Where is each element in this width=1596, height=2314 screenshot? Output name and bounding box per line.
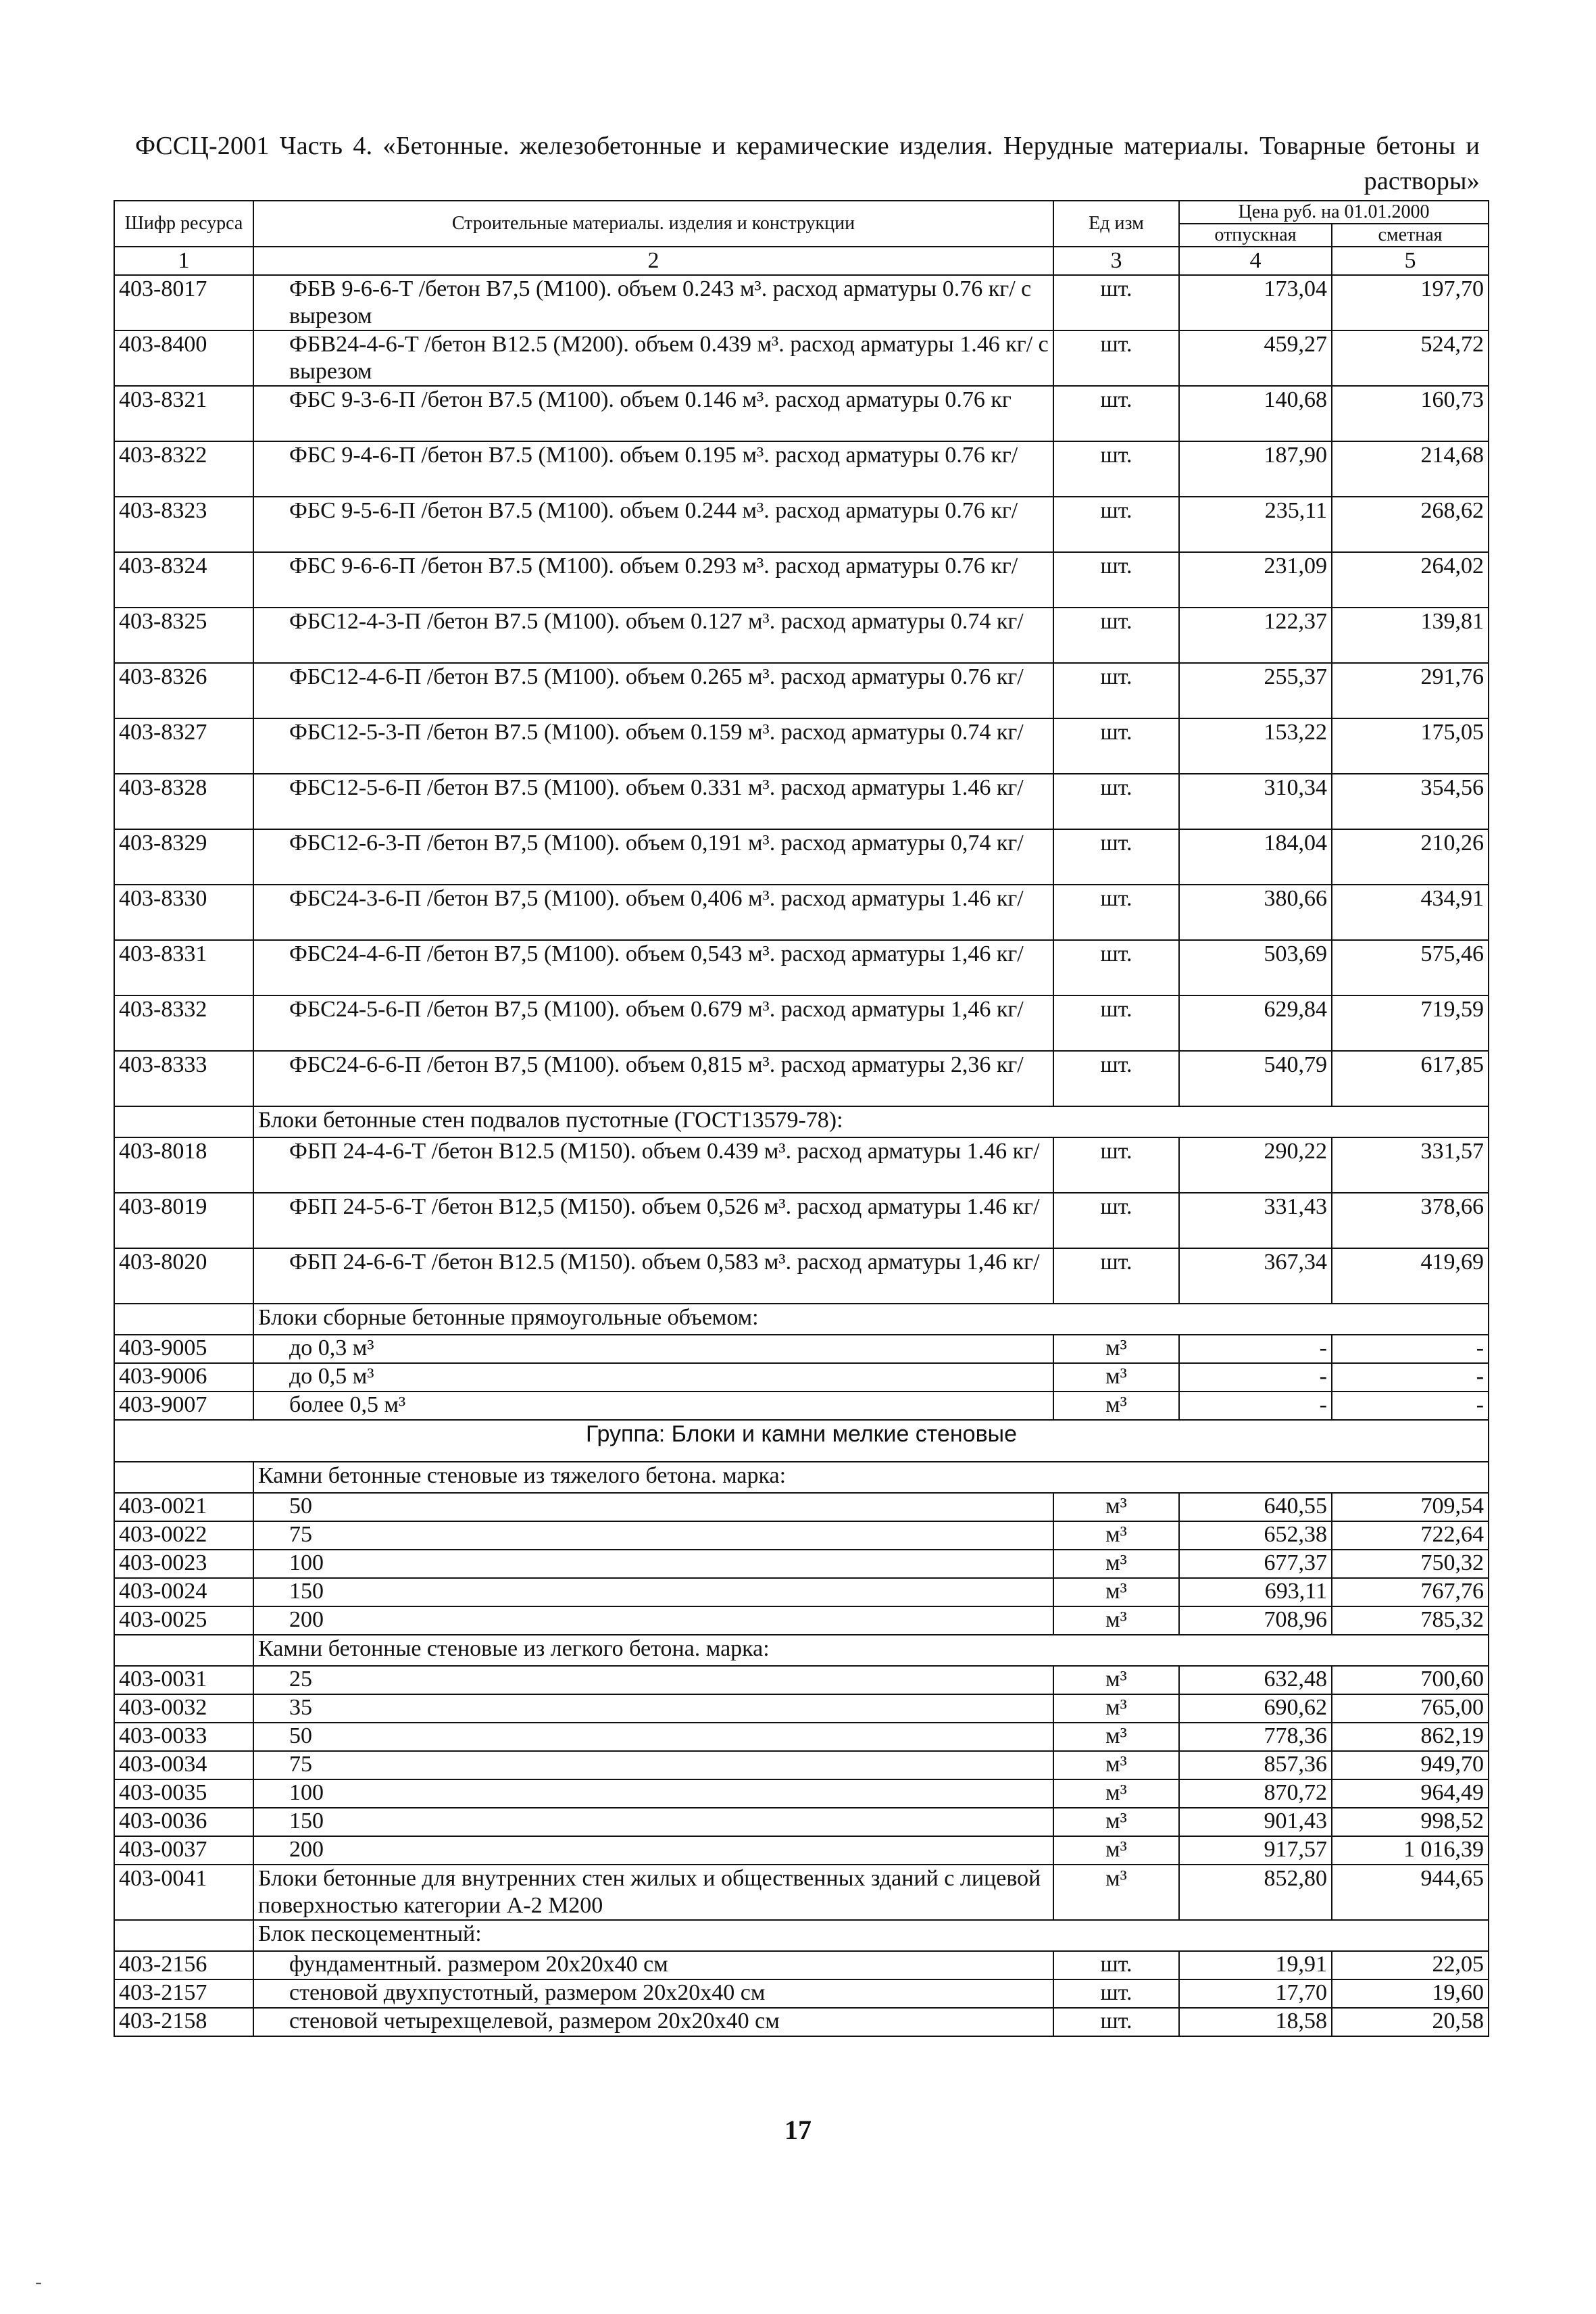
resource-name-text: 200 [289,1837,324,1862]
table-header [114,201,1489,247]
resource-name-text: ФБС24-5-6-П /бетон В7,5 (М100). объем 0.679 м³. расход арматуры 1,46 кг/ [289,997,1024,1022]
resource-name-text: ФБС24-4-6-П /бетон В7,5 (М100). объем 0,543 м³. расход арматуры 1,46 кг/ [289,941,1024,966]
resource-name: Блоки бетонные для внутренних стен жилых и общественных зданий с лицевой поверхностью категории А-2 М200 [253,1865,1053,1920]
resource-name [253,386,1053,441]
estimate-price: 575,46 [1332,940,1489,995]
estimate-price: 1 016,39 [1332,1836,1489,1865]
resource-name-text: до 0,3 м³ [289,1335,374,1360]
resource-name-text: более 0,5 м³ [289,1392,406,1417]
resource-name-text: 200 [289,1607,324,1632]
table-row [114,1578,1489,1606]
estimate-price: 214,68 [1332,441,1489,497]
resource-unit: м³ [1053,1606,1179,1635]
resource-code: 403-8321 [114,386,253,441]
release-price: 231,09 [1179,552,1332,608]
resource-unit: м³ [1053,1666,1179,1694]
resource-name [253,441,1053,497]
resource-name [253,1392,1053,1420]
table-row [114,441,1489,497]
resource-name-text: ФБС24-3-6-П /бетон В7,5 (М100). объем 0,406 м³. расход арматуры 1.46 кг/ [289,886,1024,911]
resource-name-text: ФБС12-5-6-П /бетон В7.5 (М100). объем 0.331 м³. расход арматуры 1.46 кг/ [289,775,1024,800]
estimate-price: 949,70 [1332,1751,1489,1779]
resource-unit: м³ [1053,1779,1179,1808]
section-row [114,1106,1489,1137]
resource-name [253,1521,1053,1550]
section-heading: Блоки сборные бетонные прямоугольные объемом: [253,1304,1489,1335]
resource-unit: шт. [1053,441,1179,497]
release-price: 290,22 [1179,1137,1332,1193]
resource-name [253,1493,1053,1521]
resource-name [253,1248,1053,1304]
resource-code: 403-0037 [114,1836,253,1865]
resource-name-text: ФБС 9-3-6-П /бетон В7.5 (М100). объем 0.146 м³. расход арматуры 0.76 кг [289,387,1012,412]
resource-name [253,1779,1053,1808]
release-price: 901,43 [1179,1808,1332,1836]
resource-name-text: ФБС12-5-3-П /бетон В7.5 (М100). объем 0.159 м³. расход арматуры 0.74 кг/ [289,720,1024,745]
resource-unit: шт. [1053,940,1179,995]
column-number: 5 [1332,247,1489,275]
resource-name [253,2008,1053,2036]
resource-name [253,1193,1053,1248]
table-row [114,1550,1489,1578]
table-row [114,1335,1489,1363]
estimate-price: 20,58 [1332,2008,1489,2036]
section-heading: Камни бетонные стеновые из легкого бетона. марка: [253,1635,1489,1666]
resource-name [253,1051,1053,1106]
release-price: 380,66 [1179,885,1332,940]
resource-code: 403-2158 [114,2008,253,2036]
resource-code: 403-8324 [114,552,253,608]
release-price: 122,37 [1179,608,1332,663]
resource-unit: м³ [1053,1550,1179,1578]
resource-name [253,1751,1053,1779]
estimate-price: 268,62 [1332,497,1489,552]
resource-name [253,330,1053,386]
table-row [114,1979,1489,2008]
section-heading: Камни бетонные стеновые из тяжелого бетона. марка: [253,1462,1489,1493]
resource-code: 403-8327 [114,718,253,774]
estimate-price: 785,32 [1332,1606,1489,1635]
resource-name [253,1694,1053,1723]
estimate-price: 719,59 [1332,995,1489,1051]
release-price: 917,57 [1179,1836,1332,1865]
resource-code: 403-8326 [114,663,253,718]
resource-unit: шт. [1053,1051,1179,1106]
release-price: 852,80 [1179,1865,1332,1920]
table-row [114,1137,1489,1193]
resource-table [114,200,1489,2037]
release-price: 857,36 [1179,1751,1332,1779]
resource-name [253,1137,1053,1193]
resource-name-text: ФБС24-6-6-П /бетон В7,5 (М100). объем 0,815 м³. расход арматуры 2,36 кг/ [289,1052,1024,1077]
resource-name-text: 25 [289,1667,312,1692]
resource-code: 403-2156 [114,1951,253,1979]
resource-name [253,1951,1053,1979]
section-heading: Блок пескоцементный: [253,1920,1489,1951]
resource-unit: м³ [1053,1578,1179,1606]
estimate-price: 944,65 [1332,1865,1489,1920]
resource-code: 403-8332 [114,995,253,1051]
group-row [114,1420,1489,1462]
release-price: 19,91 [1179,1951,1332,1979]
table-row [114,885,1489,940]
resource-name-text: ФБВ24-4-6-Т /бетон В12.5 (М200). объем 0.439 м³. расход арматуры 1.46 кг/ с вырезом [289,332,1049,384]
resource-name-text: ФБС12-4-3-П /бетон В7.5 (М100). объем 0.127 м³. расход арматуры 0.74 кг/ [289,609,1024,634]
resource-code: 403-0021 [114,1493,253,1521]
column-number: 4 [1179,247,1332,275]
resource-unit: шт. [1053,1248,1179,1304]
table-row [114,386,1489,441]
release-price: 677,37 [1179,1550,1332,1578]
estimate-price: 750,32 [1332,1550,1489,1578]
resource-code: 403-8017 [114,275,253,330]
resource-name [253,1550,1053,1578]
resource-unit: шт. [1053,774,1179,829]
resource-code: 403-2157 [114,1979,253,2008]
resource-code: 403-0024 [114,1578,253,1606]
resource-name-text: ФБС 9-6-6-П /бетон В7.5 (М100). объем 0.293 м³. расход арматуры 0.76 кг/ [289,553,1018,578]
table-row [114,829,1489,885]
table-row [114,1606,1489,1635]
table-row [114,1836,1489,1865]
resource-code: 403-0041 [114,1865,253,1920]
table-row [114,1694,1489,1723]
resource-name-text: ФБС12-4-6-П /бетон В7.5 (М100). объем 0.265 м³. расход арматуры 0.76 кг/ [289,664,1024,689]
estimate-price: - [1332,1392,1489,1420]
table-row [114,552,1489,608]
col-code-header: Шифр ресурса [114,201,253,247]
resource-unit: шт. [1053,718,1179,774]
section-spacer [114,1635,253,1666]
table-row [114,1865,1489,1920]
release-price: 693,11 [1179,1578,1332,1606]
resource-name [253,275,1053,330]
table-row [114,1723,1489,1751]
resource-name [253,995,1053,1051]
resource-name-text: 75 [289,1522,312,1547]
table-row [114,940,1489,995]
estimate-price: 524,72 [1332,330,1489,386]
release-price: 870,72 [1179,1779,1332,1808]
resource-unit: шт. [1053,497,1179,552]
estimate-price: 139,81 [1332,608,1489,663]
section-row [114,1462,1489,1493]
section-spacer [114,1304,253,1335]
resource-name-text: 150 [289,1808,324,1833]
release-price: 708,96 [1179,1606,1332,1635]
resource-code: 403-8322 [114,441,253,497]
release-price: 140,68 [1179,386,1332,441]
resource-name-text: 50 [289,1723,312,1748]
column-number: 3 [1053,247,1179,275]
release-price: 503,69 [1179,940,1332,995]
resource-unit: шт. [1053,386,1179,441]
resource-name [253,718,1053,774]
release-price: 18,58 [1179,2008,1332,2036]
release-price: 187,90 [1179,441,1332,497]
resource-unit: шт. [1053,608,1179,663]
resource-unit: шт. [1053,1951,1179,1979]
resource-name [253,940,1053,995]
resource-unit: шт. [1053,2008,1179,2036]
resource-name [253,497,1053,552]
release-price: 690,62 [1179,1694,1332,1723]
resource-name-text: ФБС12-6-3-П /бетон В7,5 (М100). объем 0,191 м³. расход арматуры 0,74 кг/ [289,831,1024,856]
resource-name-text: стеновой двухпустотный, размером 20х20х40 см [289,1980,766,2005]
release-price: 310,34 [1179,774,1332,829]
column-number-row [114,247,1489,275]
resource-code: 403-8325 [114,608,253,663]
resource-code: 403-0034 [114,1751,253,1779]
release-price: - [1179,1335,1332,1363]
resource-name [253,1723,1053,1751]
table-row [114,1951,1489,1979]
estimate-price: 291,76 [1332,663,1489,718]
estimate-price: - [1332,1363,1489,1392]
resource-unit: шт. [1053,275,1179,330]
resource-unit: шт. [1053,885,1179,940]
resource-name-text: 75 [289,1752,312,1777]
resource-name [253,552,1053,608]
resource-name-text: 100 [289,1780,324,1805]
estimate-price: 354,56 [1332,774,1489,829]
table-row [114,608,1489,663]
resource-unit: шт. [1053,995,1179,1051]
estimate-price: 722,64 [1332,1521,1489,1550]
resource-name [253,1578,1053,1606]
table-row [114,1779,1489,1808]
release-price: 235,11 [1179,497,1332,552]
resource-name-text: ФБП 24-4-6-Т /бетон В12.5 (М150). объем 0.439 м³. расход арматуры 1.46 кг/ [289,1139,1040,1164]
resource-code: 403-8019 [114,1193,253,1248]
resource-name-text: 35 [289,1695,312,1720]
table-row [114,497,1489,552]
resource-name-text: до 0,5 м³ [289,1364,374,1389]
col-release-header: отпускная [1179,224,1332,247]
resource-name-text: ФБС 9-4-6-П /бетон В7.5 (М100). объем 0.195 м³. расход арматуры 0.76 кг/ [289,443,1018,468]
resource-code: 403-0033 [114,1723,253,1751]
estimate-price: 160,73 [1332,386,1489,441]
release-price: 153,22 [1179,718,1332,774]
table-row [114,995,1489,1051]
release-price: 459,27 [1179,330,1332,386]
estimate-price: 765,00 [1332,1694,1489,1723]
section-row [114,1920,1489,1951]
estimate-price: 964,49 [1332,1779,1489,1808]
estimate-price: 998,52 [1332,1808,1489,1836]
resource-unit: м³ [1053,1392,1179,1420]
release-price: 173,04 [1179,275,1332,330]
resource-code: 403-8330 [114,885,253,940]
column-number: 2 [253,247,1053,275]
release-price: 652,38 [1179,1521,1332,1550]
release-price: 184,04 [1179,829,1332,885]
resource-name-text: 100 [289,1550,324,1575]
resource-unit: шт. [1053,552,1179,608]
resource-code: 403-8400 [114,330,253,386]
scan-speck: - [35,2271,42,2293]
estimate-price: 22,05 [1332,1951,1489,1979]
estimate-price: 700,60 [1332,1666,1489,1694]
section-heading: Блоки бетонные стен подвалов пустотные (ГОСТ13579-78): [253,1106,1489,1137]
resource-name-text: стеновой четырехщелевой, размером 20х20х40 см [289,2009,780,2034]
column-number: 1 [114,247,253,275]
resource-code: 403-0025 [114,1606,253,1635]
resource-name [253,1335,1053,1363]
table-row [114,1751,1489,1779]
estimate-price: 331,57 [1332,1137,1489,1193]
table-row [114,330,1489,386]
resource-name [253,774,1053,829]
resource-unit: шт. [1053,1193,1179,1248]
table-row [114,663,1489,718]
resource-code: 403-9005 [114,1335,253,1363]
resource-name-text: фундаментный. размером 20х20х40 см [289,1952,668,1977]
resource-unit: м³ [1053,1723,1179,1751]
estimate-price: 378,66 [1332,1193,1489,1248]
table-body [114,247,1489,2036]
col-estimate-header: сметная [1332,224,1489,247]
resource-name [253,1363,1053,1392]
resource-name-text: 150 [289,1579,324,1604]
estimate-price: 617,85 [1332,1051,1489,1106]
resource-code: 403-0022 [114,1521,253,1550]
resource-code: 403-0035 [114,1779,253,1808]
resource-name [253,1836,1053,1865]
resource-unit: м³ [1053,1836,1179,1865]
table-row [114,774,1489,829]
resource-unit: шт. [1053,330,1179,386]
table-row [114,2008,1489,2036]
resource-unit: м³ [1053,1335,1179,1363]
resource-name-text: ФБС 9-5-6-П /бетон В7.5 (М100). объем 0.244 м³. расход арматуры 0.76 кг/ [289,498,1018,523]
estimate-price: 434,91 [1332,885,1489,940]
resource-code: 403-0023 [114,1550,253,1578]
release-price: 367,34 [1179,1248,1332,1304]
resource-name-text: ФБП 24-6-6-Т /бетон В12.5 (М150). объем 0,583 м³. расход арматуры 1,46 кг/ [289,1250,1040,1275]
resource-code: 403-9007 [114,1392,253,1420]
resource-name [253,1979,1053,2008]
resource-unit: шт. [1053,663,1179,718]
table-row [114,718,1489,774]
release-price: 331,43 [1179,1193,1332,1248]
estimate-price: 19,60 [1332,1979,1489,2008]
estimate-price: 175,05 [1332,718,1489,774]
resource-name-text: ФБП 24-5-6-Т /бетон В12,5 (М150). объем 0,526 м³. расход арматуры 1.46 кг/ [289,1194,1040,1219]
estimate-price: 264,02 [1332,552,1489,608]
release-price: 778,36 [1179,1723,1332,1751]
release-price: 629,84 [1179,995,1332,1051]
section-spacer [114,1106,253,1137]
estimate-price: 210,26 [1332,829,1489,885]
resource-unit: шт. [1053,1137,1179,1193]
resource-unit: шт. [1053,829,1179,885]
release-price: 632,48 [1179,1666,1332,1694]
resource-code: 403-0036 [114,1808,253,1836]
resource-code: 403-8329 [114,829,253,885]
estimate-price: 862,19 [1332,1723,1489,1751]
release-price: 17,70 [1179,1979,1332,2008]
resource-code: 403-0031 [114,1666,253,1694]
estimate-price: 709,54 [1332,1493,1489,1521]
table-row [114,1193,1489,1248]
estimate-price: - [1332,1335,1489,1363]
resource-unit: шт. [1053,1979,1179,2008]
table-row [114,275,1489,330]
release-price: - [1179,1363,1332,1392]
resource-name [253,829,1053,885]
resource-name [253,1808,1053,1836]
resource-unit: м³ [1053,1363,1179,1392]
resource-name-text: 50 [289,1494,312,1519]
section-row [114,1304,1489,1335]
resource-code: 403-9006 [114,1363,253,1392]
resource-unit: м³ [1053,1694,1179,1723]
resource-name [253,1666,1053,1694]
table-row [114,1493,1489,1521]
resource-unit: м³ [1053,1521,1179,1550]
resource-code: 403-8323 [114,497,253,552]
resource-unit: м³ [1053,1808,1179,1836]
resource-code: 403-8331 [114,940,253,995]
release-price: 640,55 [1179,1493,1332,1521]
release-price: - [1179,1392,1332,1420]
section-spacer [114,1462,253,1493]
table-row [114,1051,1489,1106]
resource-name [253,608,1053,663]
section-spacer [114,1920,253,1951]
table-row [114,1666,1489,1694]
col-name-header: Строительные материалы. изделия и конструкции [253,201,1053,247]
resource-code: 403-8018 [114,1137,253,1193]
col-price-header: Цена руб. на 01.01.2000 [1179,201,1489,224]
page-number: 17 [784,2115,812,2145]
table-row [114,1363,1489,1392]
document-title: ФССЦ-2001 Часть 4. «Бетонные. железобетонные и керамические изделия. Нерудные материалы. Товарные бетоны и растворы» [135,132,1480,195]
resource-code: 403-8333 [114,1051,253,1106]
resource-name [253,663,1053,718]
estimate-price: 419,69 [1332,1248,1489,1304]
estimate-price: 767,76 [1332,1578,1489,1606]
table-row [114,1521,1489,1550]
resource-unit: м³ [1053,1751,1179,1779]
estimate-price: 197,70 [1332,275,1489,330]
col-unit-header: Ед изм [1053,201,1179,247]
resource-unit: м³ [1053,1865,1179,1920]
resource-code: 403-8020 [114,1248,253,1304]
table-row [114,1392,1489,1420]
resource-code: 403-0032 [114,1694,253,1723]
release-price: 540,79 [1179,1051,1332,1106]
table-row [114,1248,1489,1304]
resource-code: 403-8328 [114,774,253,829]
release-price: 255,37 [1179,663,1332,718]
resource-name [253,1606,1053,1635]
group-heading: Группа: Блоки и камни мелкие стеновые [114,1420,1489,1462]
section-row [114,1635,1489,1666]
table-row [114,1808,1489,1836]
resource-unit: м³ [1053,1493,1179,1521]
resource-name [253,885,1053,940]
resource-name-text: ФБВ 9-6-6-Т /бетон В7,5 (М100). объем 0.243 м³. расход арматуры 0.76 кг/ с вырезом [289,276,1032,328]
